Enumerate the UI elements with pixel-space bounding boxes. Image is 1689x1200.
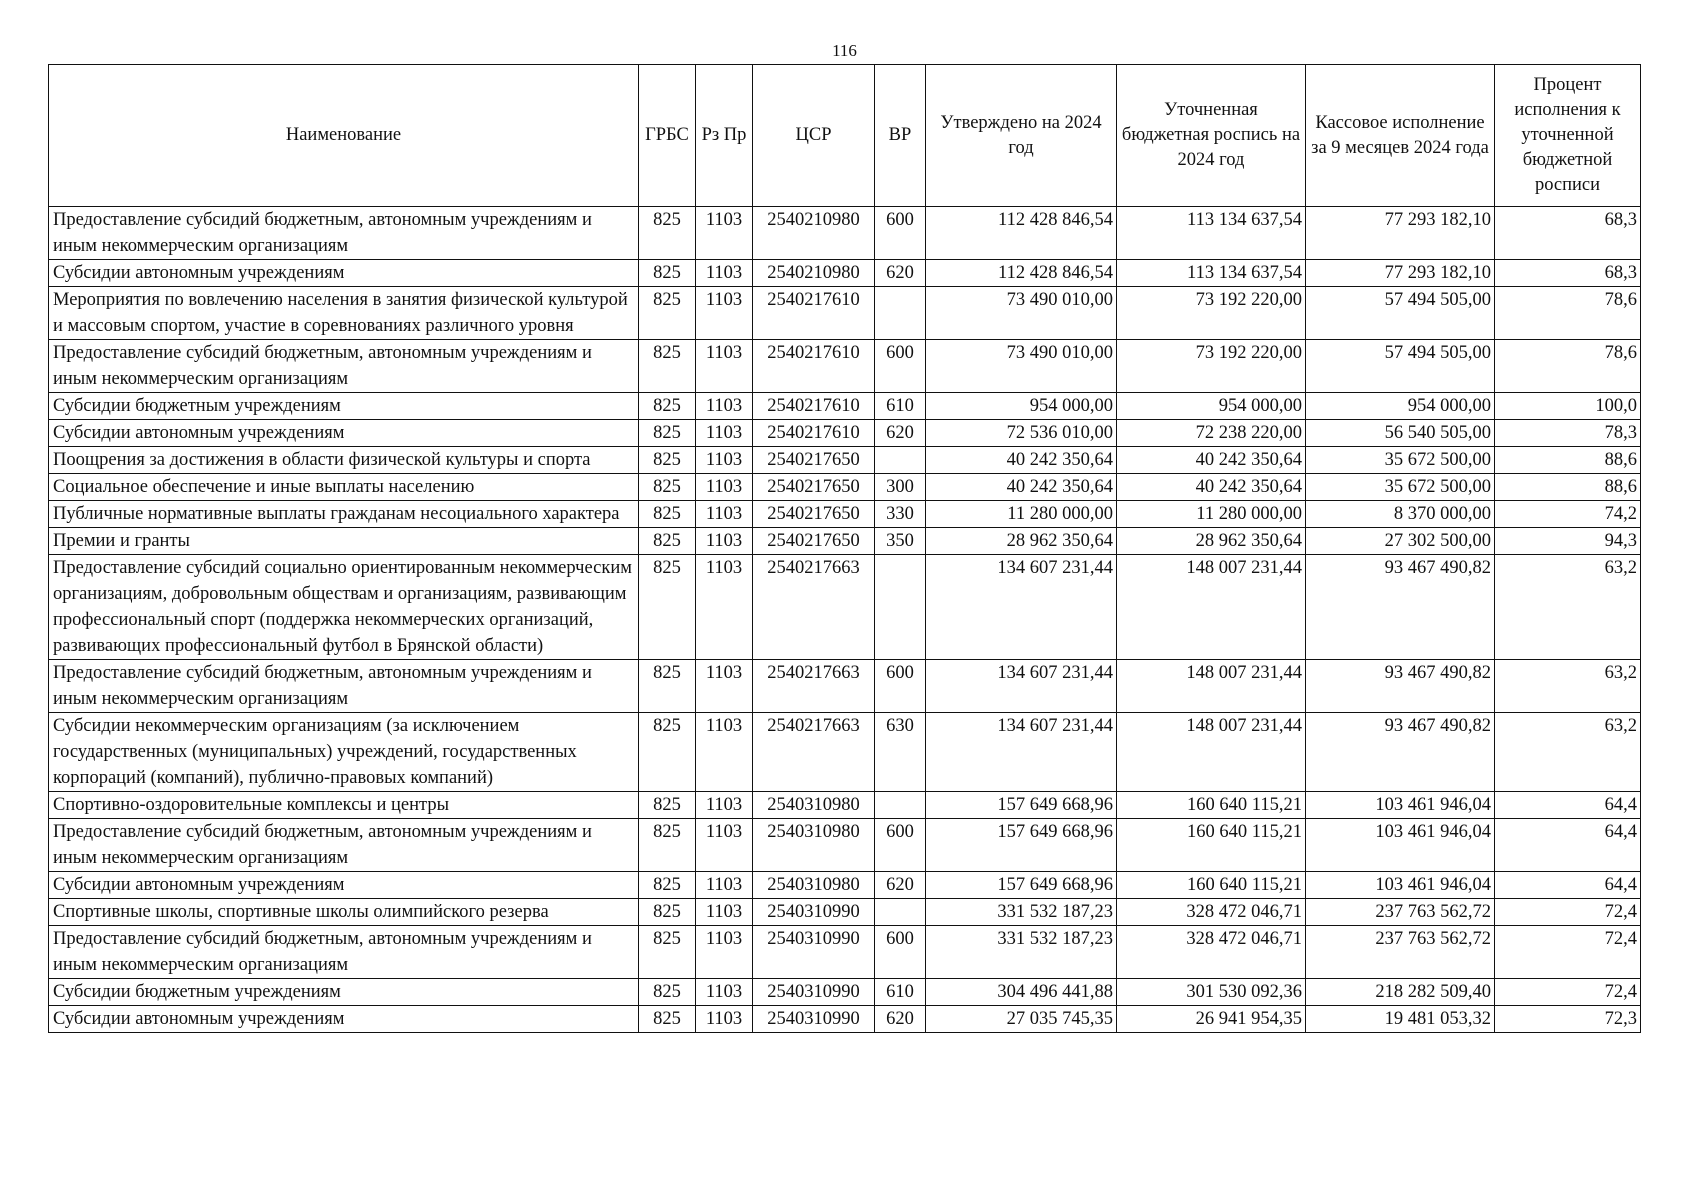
cell-approved: 11 280 000,00: [926, 501, 1117, 528]
cell-grbs: 825: [639, 872, 696, 899]
cell-cash: 237 763 562,72: [1306, 899, 1495, 926]
cell-cash: 35 672 500,00: [1306, 474, 1495, 501]
table-row: [49, 340, 1641, 393]
cell-percent: 78,3: [1495, 420, 1641, 447]
table-row: [49, 819, 1641, 872]
cell-grbs: 825: [639, 340, 696, 393]
cell-vr: [875, 447, 926, 474]
cell-refined: 28 962 350,64: [1117, 528, 1306, 555]
cell-cash: 93 467 490,82: [1306, 713, 1495, 792]
cell-name: Премии и гранты: [49, 528, 639, 555]
cell-cash: 8 370 000,00: [1306, 501, 1495, 528]
cell-refined: 160 640 115,21: [1117, 872, 1306, 899]
cell-percent: 72,4: [1495, 979, 1641, 1006]
cell-vr: 330: [875, 501, 926, 528]
cell-name: Субсидии автономным учреждениям: [49, 872, 639, 899]
cell-csr: 2540217610: [753, 420, 875, 447]
cell-name: Социальное обеспечение и иные выплаты населению: [49, 474, 639, 501]
cell-vr: 610: [875, 979, 926, 1006]
cell-csr: 2540310990: [753, 899, 875, 926]
cell-approved: 157 649 668,96: [926, 872, 1117, 899]
cell-rzpr: 1103: [696, 393, 753, 420]
budget-table: [48, 64, 1641, 1033]
cell-vr: 620: [875, 260, 926, 287]
cell-percent: 64,4: [1495, 819, 1641, 872]
cell-rzpr: 1103: [696, 260, 753, 287]
cell-approved: 72 536 010,00: [926, 420, 1117, 447]
cell-approved: 112 428 846,54: [926, 260, 1117, 287]
col-header-approved: Утверждено на 2024 год: [926, 65, 1117, 207]
cell-vr: 600: [875, 207, 926, 260]
col-header-rzpr: Рз Пр: [696, 65, 753, 207]
cell-rzpr: 1103: [696, 340, 753, 393]
cell-approved: 134 607 231,44: [926, 713, 1117, 792]
table-row: [49, 528, 1641, 555]
cell-approved: 112 428 846,54: [926, 207, 1117, 260]
cell-name: Поощрения за достижения в области физической культуры и спорта: [49, 447, 639, 474]
cell-csr: 2540310990: [753, 1006, 875, 1033]
cell-percent: 100,0: [1495, 393, 1641, 420]
cell-grbs: 825: [639, 713, 696, 792]
table-header-row: [49, 65, 1641, 207]
cell-name: Предоставление субсидий социально ориентированным некоммерческим организациям, добровольным обществам и организациям, развивающим профессиональный спорт (поддержка некоммерческих организаций, развивающих профессиональный футбол в Брянской области): [49, 555, 639, 660]
cell-name: Субсидии автономным учреждениям: [49, 420, 639, 447]
cell-rzpr: 1103: [696, 287, 753, 340]
cell-grbs: 825: [639, 528, 696, 555]
cell-csr: 2540217650: [753, 501, 875, 528]
cell-refined: 148 007 231,44: [1117, 660, 1306, 713]
table-row: [49, 393, 1641, 420]
cell-grbs: 825: [639, 792, 696, 819]
cell-rzpr: 1103: [696, 474, 753, 501]
cell-refined: 73 192 220,00: [1117, 340, 1306, 393]
cell-vr: [875, 287, 926, 340]
cell-vr: [875, 792, 926, 819]
cell-approved: 331 532 187,23: [926, 926, 1117, 979]
cell-percent: 72,4: [1495, 926, 1641, 979]
cell-cash: 93 467 490,82: [1306, 660, 1495, 713]
cell-refined: 73 192 220,00: [1117, 287, 1306, 340]
cell-name: Спортивные школы, спортивные школы олимпийского резерва: [49, 899, 639, 926]
cell-grbs: 825: [639, 979, 696, 1006]
cell-refined: 328 472 046,71: [1117, 926, 1306, 979]
cell-name: Предоставление субсидий бюджетным, автономным учреждениям и иным некоммерческим организациям: [49, 207, 639, 260]
cell-approved: 73 490 010,00: [926, 340, 1117, 393]
cell-approved: 134 607 231,44: [926, 660, 1117, 713]
cell-name: Предоставление субсидий бюджетным, автономным учреждениям и иным некоммерческим организациям: [49, 819, 639, 872]
cell-percent: 63,2: [1495, 555, 1641, 660]
cell-grbs: 825: [639, 474, 696, 501]
cell-cash: 103 461 946,04: [1306, 819, 1495, 872]
cell-vr: 600: [875, 819, 926, 872]
cell-grbs: 825: [639, 1006, 696, 1033]
cell-grbs: 825: [639, 926, 696, 979]
cell-refined: 113 134 637,54: [1117, 260, 1306, 287]
table-row: [49, 447, 1641, 474]
cell-cash: 103 461 946,04: [1306, 792, 1495, 819]
cell-vr: 600: [875, 660, 926, 713]
cell-percent: 78,6: [1495, 340, 1641, 393]
cell-vr: 620: [875, 420, 926, 447]
cell-refined: 40 242 350,64: [1117, 474, 1306, 501]
table-row: [49, 287, 1641, 340]
table-row: [49, 872, 1641, 899]
cell-percent: 94,3: [1495, 528, 1641, 555]
cell-grbs: 825: [639, 660, 696, 713]
cell-csr: 2540210980: [753, 207, 875, 260]
cell-percent: 64,4: [1495, 872, 1641, 899]
col-header-vr: ВР: [875, 65, 926, 207]
cell-csr: 2540217610: [753, 393, 875, 420]
cell-percent: 63,2: [1495, 713, 1641, 792]
table-row: [49, 474, 1641, 501]
cell-refined: 40 242 350,64: [1117, 447, 1306, 474]
cell-percent: 64,4: [1495, 792, 1641, 819]
cell-name: Субсидии автономным учреждениям: [49, 1006, 639, 1033]
cell-csr: 2540210980: [753, 260, 875, 287]
cell-rzpr: 1103: [696, 660, 753, 713]
cell-vr: 610: [875, 393, 926, 420]
cell-grbs: 825: [639, 420, 696, 447]
cell-approved: 157 649 668,96: [926, 792, 1117, 819]
cell-grbs: 825: [639, 447, 696, 474]
table-row: [49, 926, 1641, 979]
table-row: [49, 501, 1641, 528]
cell-percent: 63,2: [1495, 660, 1641, 713]
table-row: [49, 1006, 1641, 1033]
cell-csr: 2540310990: [753, 926, 875, 979]
cell-percent: 68,3: [1495, 207, 1641, 260]
cell-name: Субсидии некоммерческим организациям (за исключением государственных (муниципальных) учреждений, государственных корпораций (компаний), публично-правовых компаний): [49, 713, 639, 792]
cell-cash: 954 000,00: [1306, 393, 1495, 420]
table-row: [49, 792, 1641, 819]
cell-cash: 27 302 500,00: [1306, 528, 1495, 555]
cell-rzpr: 1103: [696, 792, 753, 819]
cell-name: Субсидии бюджетным учреждениям: [49, 979, 639, 1006]
cell-vr: [875, 555, 926, 660]
cell-csr: 2540217663: [753, 713, 875, 792]
cell-percent: 68,3: [1495, 260, 1641, 287]
cell-refined: 11 280 000,00: [1117, 501, 1306, 528]
cell-grbs: 825: [639, 207, 696, 260]
cell-vr: [875, 899, 926, 926]
col-header-cash: Кассовое исполнение за 9 месяцев 2024 года: [1306, 65, 1495, 207]
page-number: 116: [832, 41, 857, 60]
cell-refined: 26 941 954,35: [1117, 1006, 1306, 1033]
cell-percent: 72,4: [1495, 899, 1641, 926]
cell-rzpr: 1103: [696, 501, 753, 528]
cell-csr: 2540217610: [753, 287, 875, 340]
cell-rzpr: 1103: [696, 872, 753, 899]
cell-csr: 2540217650: [753, 474, 875, 501]
cell-vr: 300: [875, 474, 926, 501]
cell-vr: 630: [875, 713, 926, 792]
cell-rzpr: 1103: [696, 207, 753, 260]
table-row: [49, 420, 1641, 447]
table-row: [49, 555, 1641, 660]
cell-rzpr: 1103: [696, 1006, 753, 1033]
cell-approved: 954 000,00: [926, 393, 1117, 420]
table-row: [49, 713, 1641, 792]
cell-name: Субсидии бюджетным учреждениям: [49, 393, 639, 420]
cell-cash: 93 467 490,82: [1306, 555, 1495, 660]
cell-csr: 2540310990: [753, 979, 875, 1006]
cell-csr: 2540310980: [753, 872, 875, 899]
cell-vr: 620: [875, 1006, 926, 1033]
cell-approved: 28 962 350,64: [926, 528, 1117, 555]
cell-approved: 134 607 231,44: [926, 555, 1117, 660]
cell-name: Предоставление субсидий бюджетным, автономным учреждениям и иным некоммерческим организациям: [49, 660, 639, 713]
cell-rzpr: 1103: [696, 528, 753, 555]
cell-cash: 218 282 509,40: [1306, 979, 1495, 1006]
table-body: [49, 207, 1641, 1033]
cell-refined: 148 007 231,44: [1117, 555, 1306, 660]
table-row: [49, 979, 1641, 1006]
cell-cash: 237 763 562,72: [1306, 926, 1495, 979]
cell-rzpr: 1103: [696, 899, 753, 926]
cell-refined: 328 472 046,71: [1117, 899, 1306, 926]
col-header-percent: Процент исполнения к уточненной бюджетной росписи: [1495, 65, 1641, 207]
cell-csr: 2540217650: [753, 528, 875, 555]
cell-grbs: 825: [639, 393, 696, 420]
cell-approved: 73 490 010,00: [926, 287, 1117, 340]
cell-cash: 35 672 500,00: [1306, 447, 1495, 474]
cell-rzpr: 1103: [696, 819, 753, 872]
cell-csr: 2540310980: [753, 819, 875, 872]
cell-grbs: 825: [639, 287, 696, 340]
cell-approved: 40 242 350,64: [926, 447, 1117, 474]
cell-grbs: 825: [639, 555, 696, 660]
cell-cash: 19 481 053,32: [1306, 1006, 1495, 1033]
table-row: [49, 660, 1641, 713]
col-header-refined: Уточненная бюджетная роспись на 2024 год: [1117, 65, 1306, 207]
cell-vr: 350: [875, 528, 926, 555]
cell-vr: 600: [875, 340, 926, 393]
cell-cash: 103 461 946,04: [1306, 872, 1495, 899]
cell-refined: 160 640 115,21: [1117, 819, 1306, 872]
cell-csr: 2540217650: [753, 447, 875, 474]
cell-rzpr: 1103: [696, 447, 753, 474]
cell-refined: 954 000,00: [1117, 393, 1306, 420]
cell-refined: 72 238 220,00: [1117, 420, 1306, 447]
cell-vr: 620: [875, 872, 926, 899]
cell-cash: 56 540 505,00: [1306, 420, 1495, 447]
cell-cash: 57 494 505,00: [1306, 340, 1495, 393]
cell-approved: 331 532 187,23: [926, 899, 1117, 926]
cell-percent: 72,3: [1495, 1006, 1641, 1033]
cell-rzpr: 1103: [696, 713, 753, 792]
col-header-name: Наименование: [49, 65, 639, 207]
cell-refined: 301 530 092,36: [1117, 979, 1306, 1006]
table-row: [49, 899, 1641, 926]
cell-rzpr: 1103: [696, 926, 753, 979]
cell-name: Спортивно-оздоровительные комплексы и центры: [49, 792, 639, 819]
cell-rzpr: 1103: [696, 555, 753, 660]
cell-cash: 77 293 182,10: [1306, 260, 1495, 287]
cell-name: Предоставление субсидий бюджетным, автономным учреждениям и иным некоммерческим организациям: [49, 340, 639, 393]
col-header-csr: ЦСР: [753, 65, 875, 207]
cell-name: Субсидии автономным учреждениям: [49, 260, 639, 287]
cell-approved: 27 035 745,35: [926, 1006, 1117, 1033]
cell-percent: 78,6: [1495, 287, 1641, 340]
cell-csr: 2540217610: [753, 340, 875, 393]
cell-grbs: 825: [639, 260, 696, 287]
cell-rzpr: 1103: [696, 979, 753, 1006]
cell-refined: 160 640 115,21: [1117, 792, 1306, 819]
cell-cash: 77 293 182,10: [1306, 207, 1495, 260]
cell-csr: 2540217663: [753, 555, 875, 660]
cell-percent: 74,2: [1495, 501, 1641, 528]
cell-name: Предоставление субсидий бюджетным, автономным учреждениям и иным некоммерческим организациям: [49, 926, 639, 979]
cell-approved: 304 496 441,88: [926, 979, 1117, 1006]
cell-percent: 88,6: [1495, 447, 1641, 474]
cell-grbs: 825: [639, 819, 696, 872]
cell-vr: 600: [875, 926, 926, 979]
table-row: [49, 260, 1641, 287]
cell-name: Публичные нормативные выплаты гражданам несоциального характера: [49, 501, 639, 528]
col-header-grbs: ГРБС: [639, 65, 696, 207]
cell-csr: 2540310980: [753, 792, 875, 819]
cell-approved: 157 649 668,96: [926, 819, 1117, 872]
cell-grbs: 825: [639, 501, 696, 528]
cell-refined: 148 007 231,44: [1117, 713, 1306, 792]
cell-rzpr: 1103: [696, 420, 753, 447]
cell-csr: 2540217663: [753, 660, 875, 713]
cell-name: Мероприятия по вовлечению населения в занятия физической культурой и массовым спортом, участие в соревнованиях различного уровня: [49, 287, 639, 340]
cell-grbs: 825: [639, 899, 696, 926]
cell-refined: 113 134 637,54: [1117, 207, 1306, 260]
cell-cash: 57 494 505,00: [1306, 287, 1495, 340]
cell-approved: 40 242 350,64: [926, 474, 1117, 501]
table-row: [49, 207, 1641, 260]
cell-percent: 88,6: [1495, 474, 1641, 501]
